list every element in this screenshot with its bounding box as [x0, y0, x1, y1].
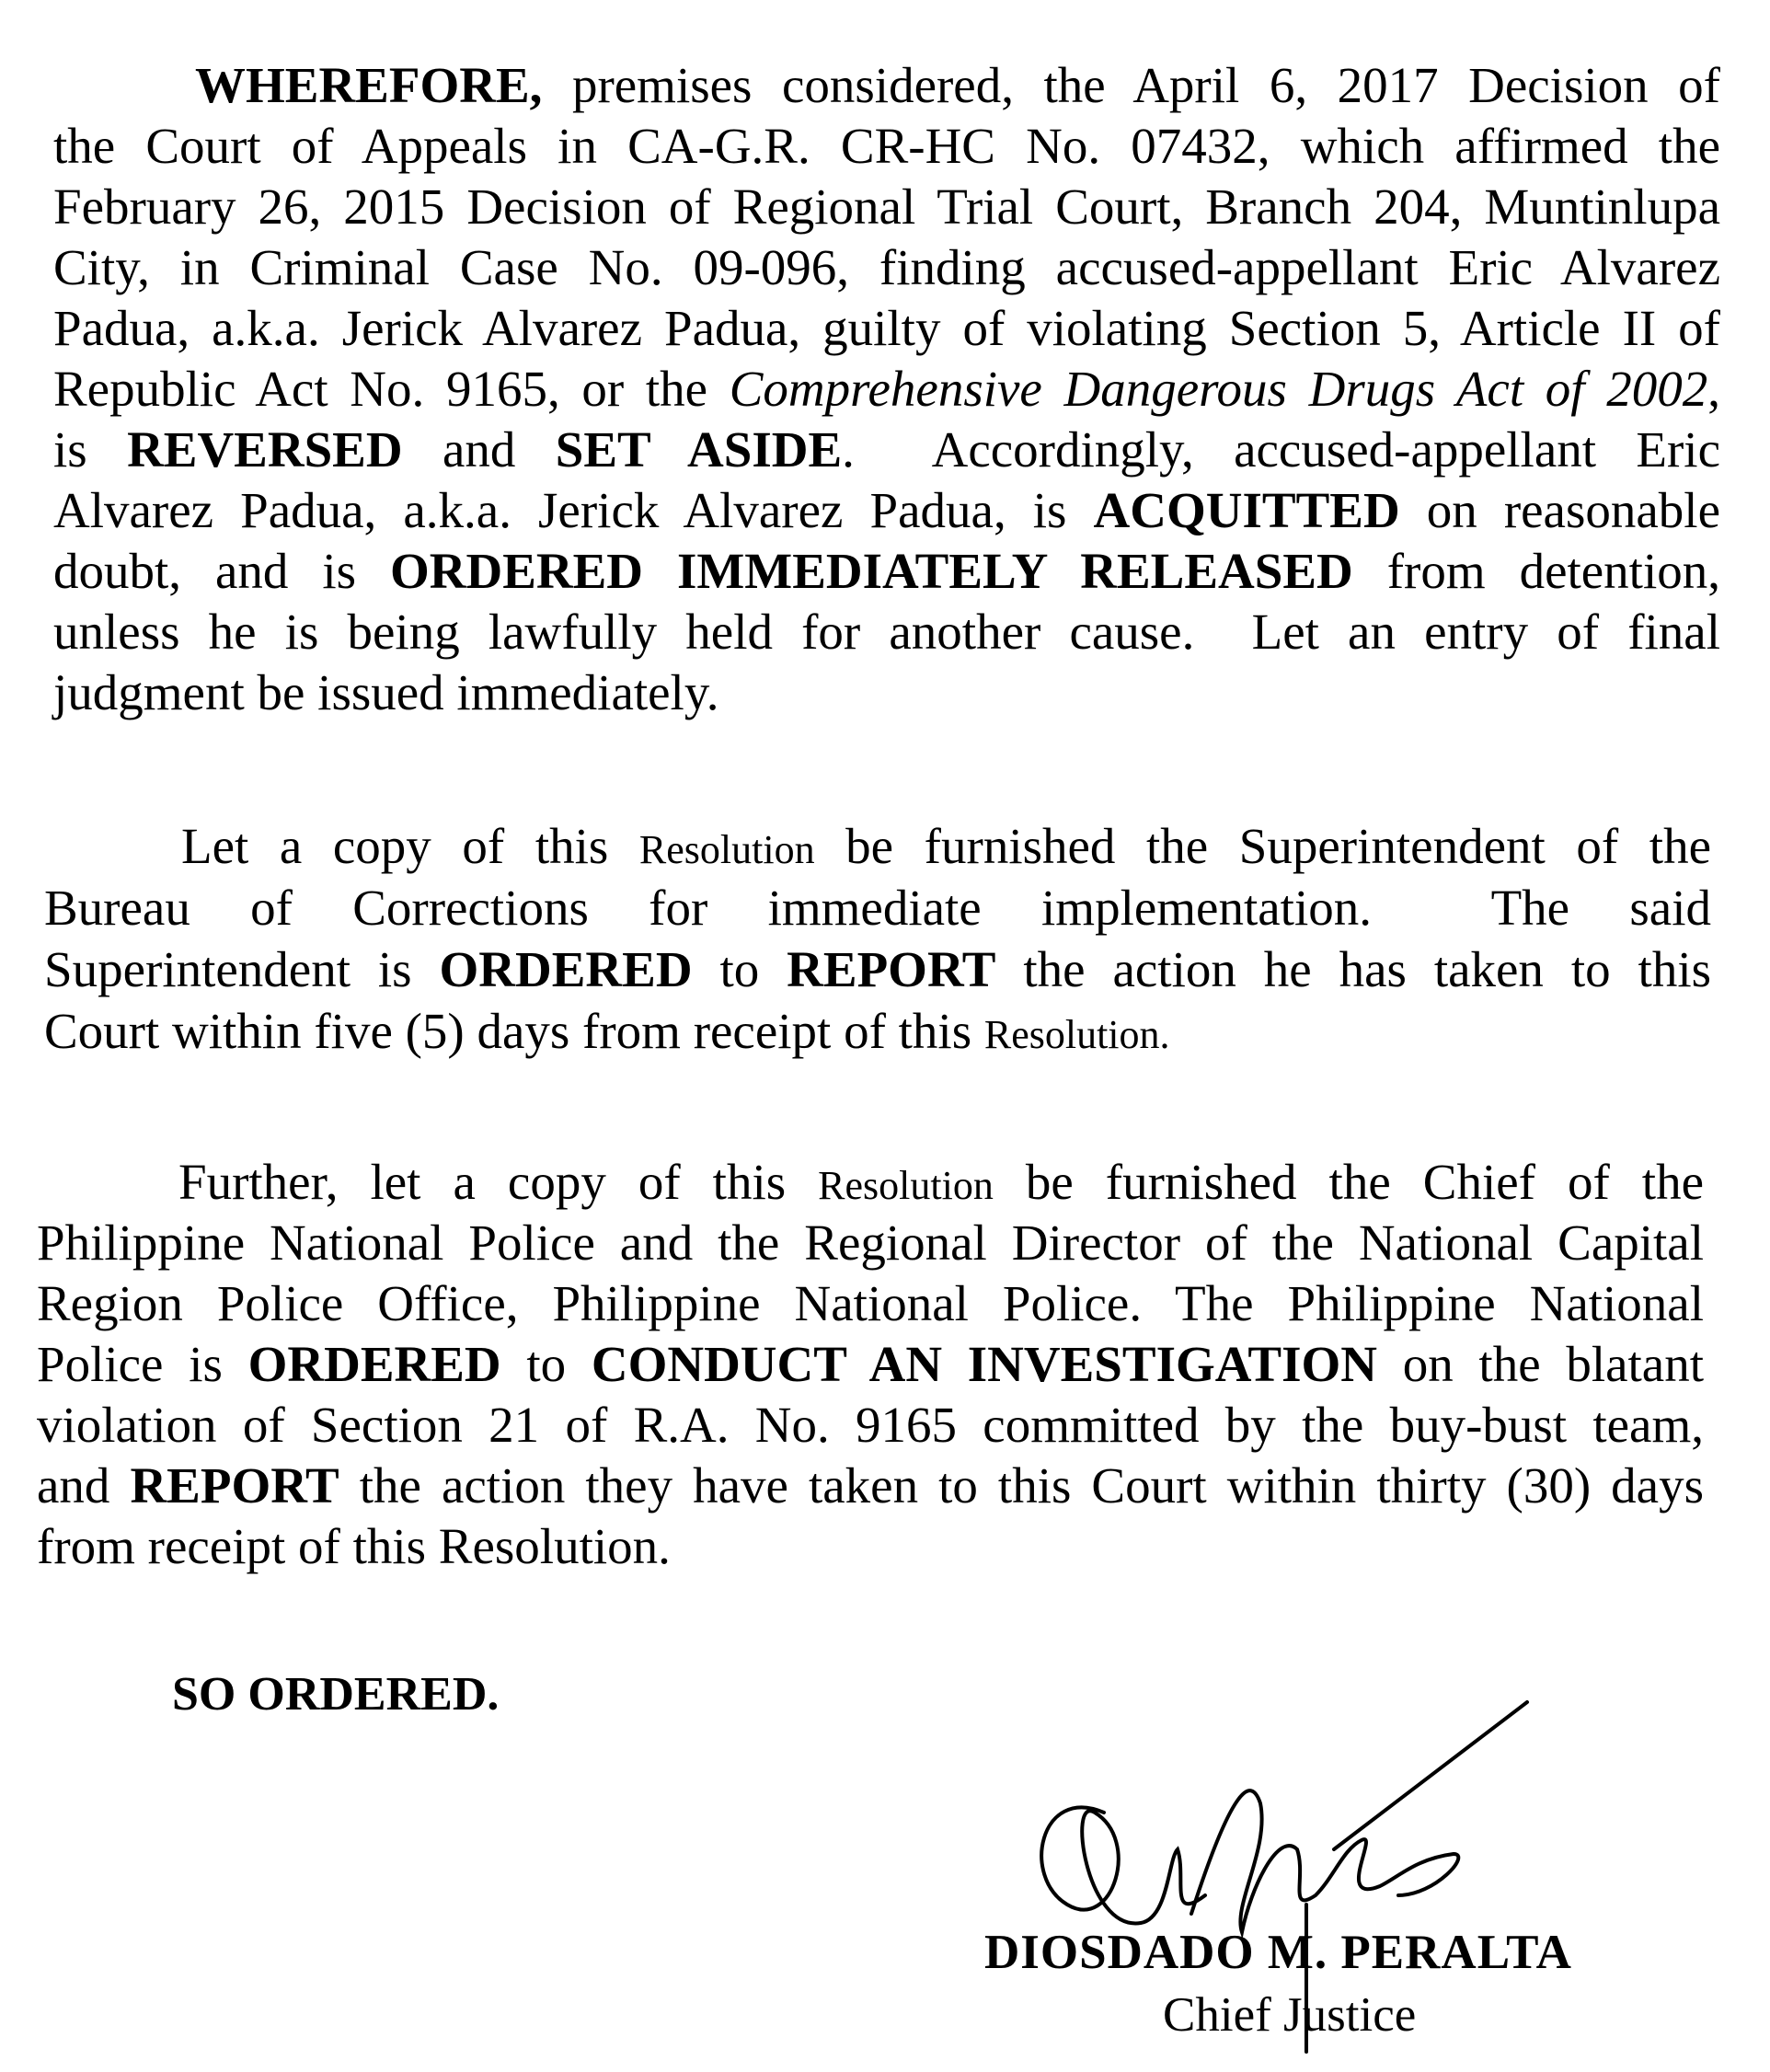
paragraph-pnp-order — [37, 1152, 1704, 1577]
text-segment: and — [402, 421, 556, 478]
text-segment: Alvarez Padua, a.k.a. Jerick Alvarez Padua, is — [53, 482, 1094, 538]
text-line — [53, 237, 1720, 298]
emphasis-text: CONDUCT AN INVESTIGATION — [591, 1336, 1377, 1392]
text-segment: to — [692, 941, 787, 997]
signatory-name: DIOSDADO M. PERALTA — [984, 1926, 1572, 1979]
text-segment: doubt, and is — [53, 543, 390, 599]
emphasis-text: REPORT — [787, 941, 996, 997]
text-line — [37, 1395, 1704, 1456]
text-segment: Philippine National Police and the Regional Director of the National Capital — [37, 1214, 1704, 1271]
text-segment: violation of Section 21 of R.A. No. 9165 committed by the buy-bust team, — [37, 1397, 1704, 1453]
paragraph-dispositive — [53, 55, 1720, 723]
text-line — [53, 298, 1720, 359]
emphasis-text: SET ASIDE — [555, 421, 843, 478]
emphasis-text: REVERSED — [127, 421, 403, 478]
text-segment: Resolution — [638, 827, 815, 872]
text-segment: Resolution. — [983, 1012, 1170, 1057]
text-segment: from detention, — [1352, 543, 1720, 599]
text-segment: from receipt of this Resolution. — [37, 1518, 671, 1574]
text-segment: Region Police Office, Philippine National Police. The Philippine National — [37, 1275, 1704, 1331]
text-segment: is — [53, 421, 128, 478]
text-segment: judgment be issued immediately. — [53, 664, 719, 720]
emphasis-text: ORDERED — [439, 941, 693, 997]
text-line — [53, 177, 1720, 237]
text-segment: Comprehensive Dangerous Drugs Act of 2002 — [729, 361, 1708, 417]
text-segment: on the blatant — [1376, 1336, 1704, 1392]
text-line — [37, 1334, 1704, 1395]
text-line — [53, 116, 1720, 177]
text-segment: , — [1707, 361, 1720, 417]
text-line — [53, 662, 1720, 723]
text-segment: unless he is being lawfully held for another cause. Let an entry of final — [53, 604, 1720, 660]
emphasis-text: ACQUITTED — [1093, 482, 1400, 538]
text-line — [53, 359, 1720, 420]
text-segment: . Accordingly, accused-appellant Eric — [842, 421, 1721, 478]
text-segment: Resolution — [818, 1163, 994, 1208]
so-ordered: SO ORDERED. — [172, 1668, 500, 1721]
text-segment: and — [37, 1457, 131, 1514]
text-segment: Bureau of Corrections for immediate implementation. The said — [44, 880, 1711, 936]
text-segment: Superintendent is — [44, 941, 440, 997]
emphasis-text: WHEREFORE, — [195, 57, 543, 113]
text-segment: Court within five (5) days from receipt of this — [44, 1003, 984, 1059]
text-line — [37, 1213, 1704, 1273]
text-segment: Republic Act No. 9165, or the — [53, 361, 730, 417]
text-segment: Let a copy of this — [181, 818, 639, 874]
text-segment: the Court of Appeals in CA-G.R. CR-HC No. 07432, which affirmed the — [53, 118, 1720, 174]
text-line — [44, 1000, 1711, 1062]
text-segment: to — [500, 1336, 592, 1392]
text-line — [37, 1456, 1704, 1516]
text-line — [44, 815, 1711, 877]
emphasis-text: ORDERED IMMEDIATELY RELEASED — [389, 543, 1353, 599]
text-line — [53, 55, 1720, 116]
text-segment: be furnished the Chief of the — [993, 1154, 1704, 1210]
text-line — [53, 602, 1720, 662]
text-segment: the action he has taken to this — [995, 941, 1712, 997]
text-segment: premises considered, the April 6, 2017 Decision of — [542, 57, 1720, 113]
emphasis-text: ORDERED — [247, 1336, 501, 1392]
text-segment: on reasonable — [1399, 482, 1720, 538]
text-line — [53, 420, 1720, 480]
text-line — [44, 877, 1711, 938]
text-segment: the action they have taken to this Court within thirty (30) days — [339, 1457, 1704, 1514]
text-line — [53, 480, 1720, 541]
text-line — [37, 1273, 1704, 1334]
text-segment: February 26, 2015 Decision of Regional Trial Court, Branch 204, Muntinlupa — [53, 178, 1720, 235]
text-line — [37, 1516, 1704, 1577]
text-line — [53, 541, 1720, 602]
text-segment: Further, let a copy of this — [178, 1154, 819, 1210]
text-segment: City, in Criminal Case No. 09-096, finding accused-appellant Eric Alvarez — [53, 239, 1720, 295]
text-segment: Police is — [37, 1336, 248, 1392]
text-segment: Padua, a.k.a. Jerick Alvarez Padua, guilty of violating Section 5, Article II of — [53, 300, 1720, 356]
signatory-title: Chief Justice — [1163, 1988, 1417, 2042]
paragraph-bucor-order — [44, 815, 1711, 1062]
text-segment: be furnished the Superintendent of the — [814, 818, 1711, 874]
text-line — [44, 938, 1711, 1000]
emphasis-text: REPORT — [130, 1457, 339, 1514]
text-line — [37, 1152, 1704, 1213]
